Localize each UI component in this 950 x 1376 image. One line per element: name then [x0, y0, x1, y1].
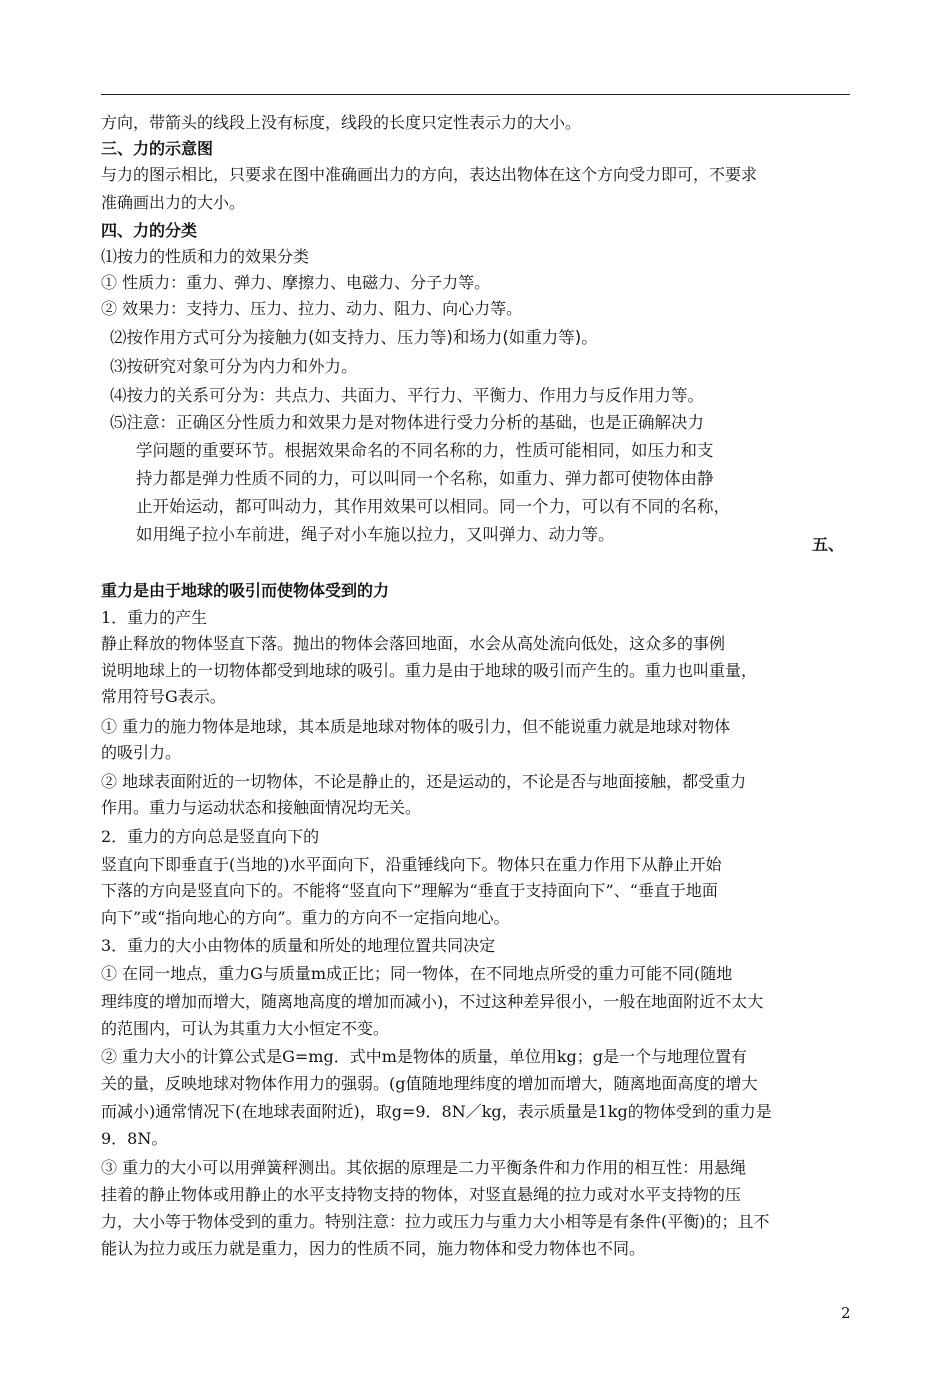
page-number: 2 — [841, 1304, 851, 1322]
scanned-text-line: ⑷按力的关系可分为：共点力、共面力、平行力、平衡力、作用力与反作用力等。 — [110, 386, 704, 405]
text-line: 下落的方向是竖直向下的。不能将“竖直向下”理解为“垂直于支持面向下”、“垂直于地面 — [101, 881, 718, 900]
text-line: 能认为拉力或压力就是重力，因力的性质不同，施力物体和受力物体也不同。 — [101, 1239, 646, 1258]
scanned-text-line: 学问题的重要环节。根据效果命名的不同名称的力，性质可能相同，如压力和支 — [136, 441, 714, 460]
text-line: ① 性质力：重力、弹力、摩擦力、电磁力、分子力等。 — [101, 273, 491, 292]
section-heading-3: 三、力的示意图 — [101, 139, 214, 158]
text-line: 2．重力的方向总是竖直向下的 — [101, 827, 320, 846]
text-line: 的吸引力。 — [101, 743, 182, 762]
text-line: 说明地球上的一切物体都受到地球的吸引。重力是由于地球的吸引而产生的。重力也叫重量， — [101, 661, 758, 680]
text-line: ② 效果力：支持力、压力、拉力、动力、阻力、向心力等。 — [101, 299, 523, 318]
scanned-text-line: ⑵按作用方式可分为接触力(如支持力、压力等)和场力(如重力等)。 — [110, 328, 598, 347]
text-line: 力，大小等于物体受到的重力。特别注意：拉力或压力与重力大小相等是有条件(平衡)的；且不 — [101, 1212, 770, 1231]
text-line: 常用符号G表示。 — [101, 687, 226, 706]
text-line: ② 地球表面附近的一切物体，不论是静止的，还是运动的，不论是否与地面接触，都受重力 — [101, 772, 747, 791]
scanned-text-line: 止开始运动，都可叫动力，其作用效果可以相同。同一个力，可以有不同的名称， — [136, 497, 730, 516]
text-line: 挂着的静止物体或用静止的水平支持物支持的物体，对竖直悬绳的拉力或对水平支持物的压 — [101, 1185, 742, 1204]
text-line: ① 在同一地点，重力G与质量m成正比；同一物体，在不同地点所受的重力可能不同(随地 — [101, 964, 733, 983]
text-line: 竖直向下即垂直于(当地的)水平面向下，沿重锤线向下。物体只在重力作用下从静止开始 — [101, 855, 722, 874]
text-line: 方向，带箭头的线段上没有标度，线段的长度只定性表示力的大小。 — [101, 113, 582, 132]
text-line: 关的量，反映地球对物体作用力的强弱。(g值随地理纬度的增加而增大，随离地面高度的增大 — [101, 1074, 758, 1093]
header-rule — [101, 94, 850, 95]
text-line: 而减小)通常情况下(在地球表面附近)，取g=9．8N／kg，表示质量是1kg的物体受到的重力是 — [101, 1102, 772, 1121]
text-line: ① 重力的施力物体是地球，其本质是地球对物体的吸引力，但不能说重力就是地球对物体 — [101, 717, 731, 736]
text-line: 作用。重力与运动状态和接触面情况均无关。 — [101, 798, 422, 817]
text-line: 向下”或“指向地心的方向”。重力的方向不一定指向地心。 — [101, 908, 510, 927]
text-line: ③ 重力的大小可以用弹簧秤测出。其依据的原理是二力平衡条件和力作用的相互性：用悬绳 — [101, 1158, 747, 1177]
text-line: 与力的图示相比，只要求在图中准确画出力的方向，表达出物体在这个方向受力即可，不要求 — [101, 165, 758, 184]
scanned-text-line: 如用绳子拉小车前进，绳子对小车施以拉力，又叫弹力、动力等。 — [136, 525, 615, 544]
text-line: 9．8N。 — [101, 1129, 168, 1148]
scanned-text-line: 持力都是弹力性质不同的力，可以叫同一个名称，如重力、弹力都可使物体由静 — [136, 469, 714, 488]
section-heading-4: 四、力的分类 — [101, 221, 198, 240]
text-line: 理纬度的增加而增大，随离地高度的增加而减小)，不过这种差异很小，一般在地面附近不太大 — [101, 992, 764, 1011]
text-line: ⑴按力的性质和力的效果分类 — [101, 247, 310, 266]
text-line: 准确画出力的大小。 — [101, 193, 246, 212]
text-line: 的范围内，可认为其重力大小恒定不变。 — [101, 1019, 390, 1038]
text-line: ② 重力大小的计算公式是G=mg．式中m是物体的质量，单位用kg；g是一个与地理位置有 — [101, 1047, 748, 1066]
text-line: 3．重力的大小由物体的质量和所处的地理位置共同决定 — [101, 936, 496, 955]
text-line: 1．重力的产生 — [101, 608, 208, 627]
section-heading-5: 五、 — [812, 535, 845, 554]
section-subheading: 重力是由于地球的吸引而使物体受到的力 — [101, 581, 390, 600]
text-line: 静止释放的物体竖直下落。抛出的物体会落回地面，水会从高处流向低处，这众多的事例 — [101, 634, 726, 653]
scanned-text-line: ⑸注意：正确区分性质力和效果力是对物体进行受力分析的基础，也是正确解决力 — [110, 413, 704, 432]
scanned-text-line: ⑶按研究对象可分为内力和外力。 — [110, 357, 358, 376]
